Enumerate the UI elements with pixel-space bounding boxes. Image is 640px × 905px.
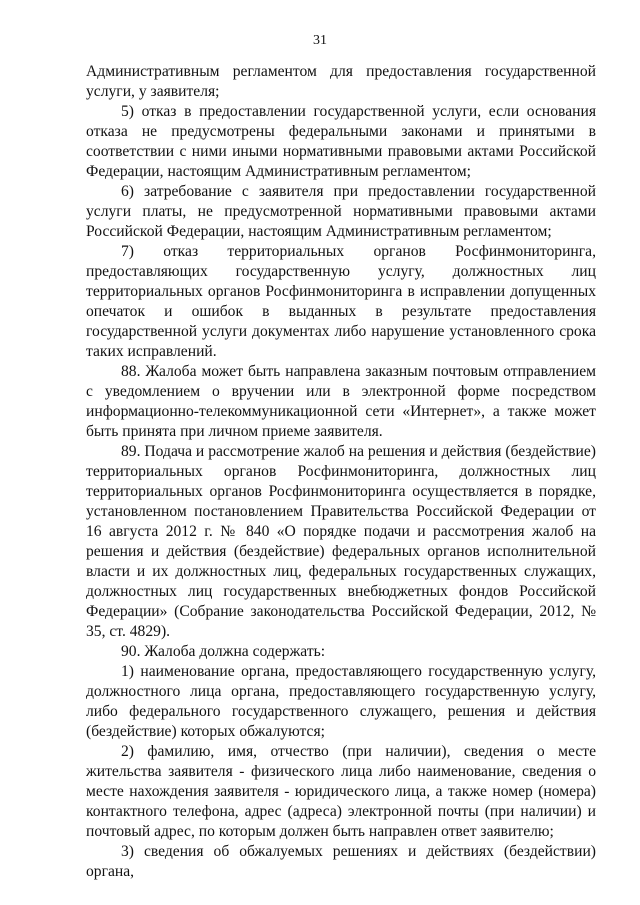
paragraph-item-6: 6) затребование с заявителя при предоставлении государственной услуги платы, не предусмотренной нормативными правовыми актами Российской Федерации, настоящим Административным регламентом; bbox=[86, 183, 596, 240]
paragraph-90-item-2: 2) фамилию, имя, отчество (при наличии), сведения о месте жительства заявителя - физического лица либо наименование, сведения о месте нахождения заявителя - юридического лица, а также номер (номера) контактного телефона, адрес (адреса) электронной почты (при наличии) и почтовый адрес, по которым должен быть направлен ответ заявителю; bbox=[86, 743, 596, 840]
paragraph-90-item-1: 1) наименование органа, предоставляющего государственную услугу, должностного лица органа, предоставляющего государственную услугу, либо федерального государственного служащего, решения и действия (бездействие) которых обжалуются; bbox=[86, 663, 596, 740]
paragraph-continuation: Административным регламентом для предоставления государственной услуги, у заявителя; bbox=[86, 63, 596, 100]
paragraph-item-7: 7) отказ территориальных органов Росфинмониторинга, предоставляющих государственную услугу, должностных лиц территориальных органов Росфинмониторинга в исправлении допущенных опечаток и ошибок в выданных в результате предоставления государственной услуги документах либо нарушение установленного срока таких исправлений. bbox=[86, 243, 596, 360]
paragraph-90: 90. Жалоба должна содержать: bbox=[121, 643, 326, 660]
paragraph-89: 89. Подача и рассмотрение жалоб на решения и действия (бездействие) территориальных органов Росфинмониторинга, должностных лиц территориальных органов Росфинмониторинга осуществляется в порядке, установленном постановлением Правительства Российской Федерации от 16 августа 2012 г. № 840 «О порядке подачи и рассмотрения жалоб на решения и действия (бездействие) федеральных органов исполнительной власти и их должностных лиц, федеральных государственных служащих, должностных лиц государственных внебюджетных фондов Российской Федерации» (Собрание законодательства Российской Федерации, 2012, № 35, ст. 4829). bbox=[86, 443, 596, 640]
paragraph-88: 88. Жалоба может быть направлена заказным почтовым отправлением с уведомлением о вручении или в электронной форме посредством информационно-телекоммуникационной сети «Интернет», а также может быть принята при личном приеме заявителя. bbox=[86, 363, 596, 440]
page-number: 31 bbox=[313, 33, 327, 48]
document-body bbox=[86, 62, 596, 882]
paragraph-item-5: 5) отказ в предоставлении государственной услуги, если основания отказа не предусмотрены федеральными законами и принятыми в соответствии с ними иными нормативными правовыми актами Российской Федерации, настоящим Административным регламентом; bbox=[86, 103, 596, 180]
paragraph-90-item-3: 3) сведения об обжалуемых решениях и действиях (бездействии) органа, bbox=[86, 843, 596, 880]
